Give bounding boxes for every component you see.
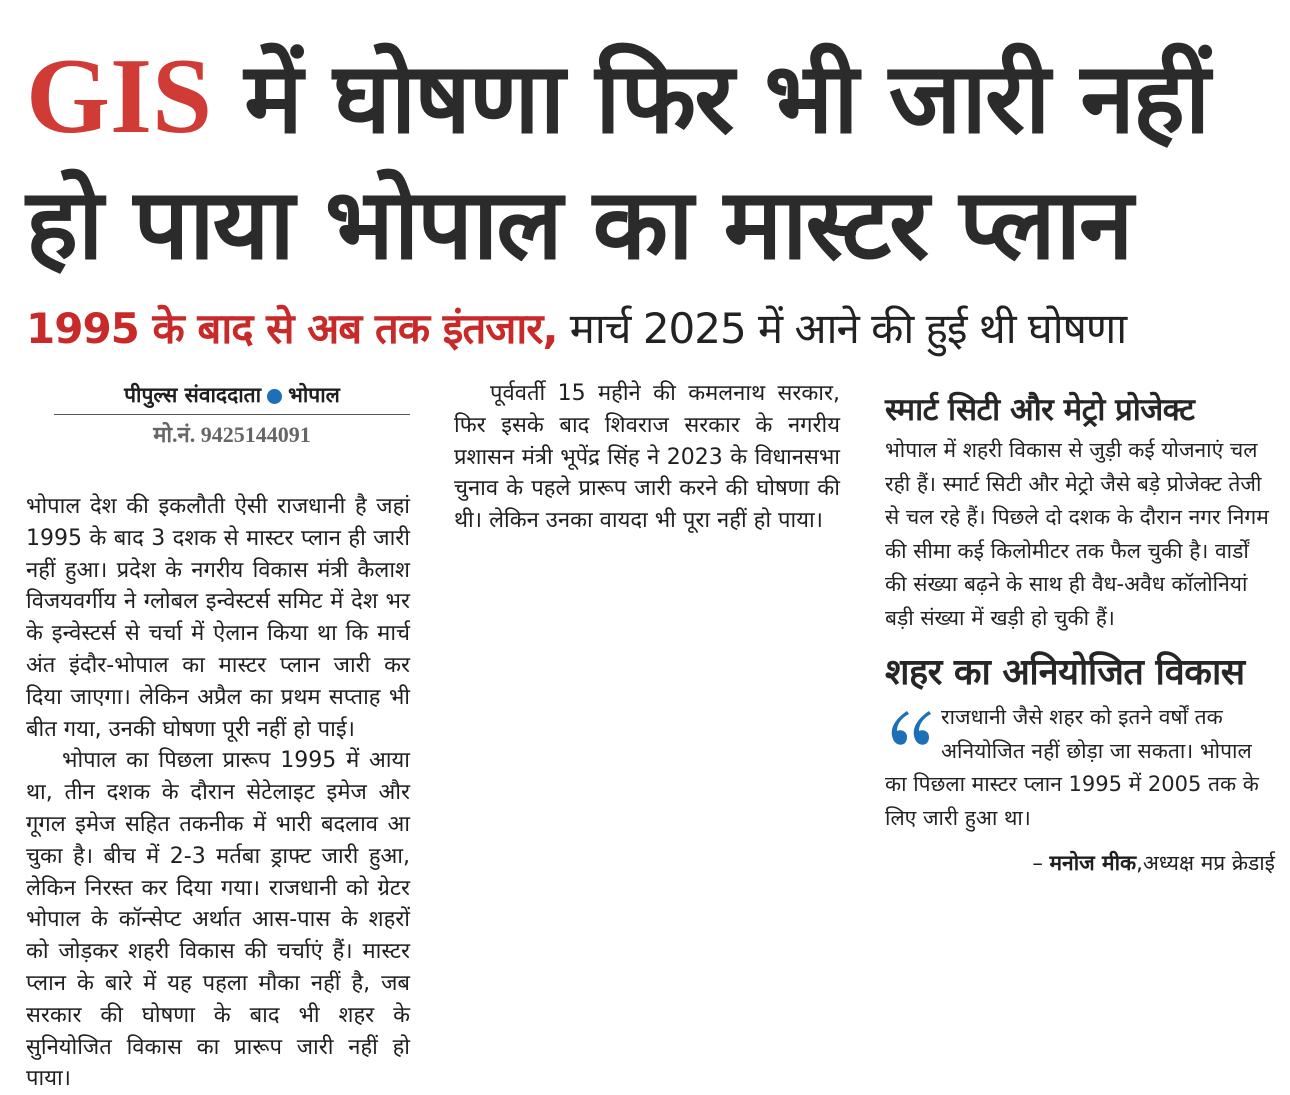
quote-block [885,701,1275,835]
headline-highlight: GIS [26,37,213,156]
article-column-1 [26,378,410,1095]
attribution-dash: – [1032,851,1050,875]
article-paragraph-3: पूर्ववर्ती 15 महीने की कमलनाथ सरकार, फिर इसके बाद शिवराज सरकार के नगरीय प्रशासन मंत्री भूपेंद्र सिंह ने 2023 के विधानसभा चुनाव के पहले प्रारूप जारी करने की घोषणा की थी। लेकिन उनका वायदा भी पूरा नहीं हो पाया। [454,381,840,534]
sidebar [885,378,1275,881]
sidebar-text-smart-city: भोपाल में शहरी विकास से जुड़ी कई योजनाएं चल रही हैं। स्मार्ट सिटी और मेट्रो जैसे बड़े प्रोजेक्ट तेजी से चल रहे हैं। पिछले दो दशक के दौरान नगर निगम की सीमा कई किलोमीटर तक फैल चुकी है। वार्डों की संख्या बढ़ने के साथ ही वैध-अवैध कॉलोनियां बड़ी संख्या में खड़ी हो चुकी हैं। [885,438,1269,630]
article-column-2 [454,378,840,537]
bullet-dot-icon [267,389,282,404]
quote-author: मनोज मीक [1049,851,1137,875]
quote-attribution [885,845,1275,881]
quote-mark-icon [885,705,933,761]
sidebar-heading-smart-city: स्मार्ट सिटी और मेट्रो प्रोजेक्ट [885,392,1195,428]
article-paragraph-2: भोपाल का पिछला प्रारूप 1995 में आया था, तीन दशक के दौरान सेटेलाइट इमेज और गूगल इमेज सहित तकनीक में भारी बदलाव आ चुका है। बीच में 2-3 मर्तबा ड्राफ्ट जारी हुआ, लेकिन निरस्त कर दिया गया। राजधानी को ग्रेटर भोपाल के कॉन्सेप्ट अर्थात आस-पास के शहरों को जोड़कर शहरी विकास की चर्चाएं हैं। मास्टर प्लान के बारे में यह पहला मौका नहीं है, जब सरकार की घोषणा के बाद भी शहर के सुनियोजित विकास का प्रारूप जारी नहीं हो पाया। [26,748,410,1092]
quote-text: राजधानी जैसे शहर को इतने वर्षों तक अनियोजित नहीं छोड़ा जा सकता। भोपाल का पिछला मास्टर प्लान 1995 में 2005 तक के लिए जारी हुआ था। [885,705,1259,830]
headline [26,34,1276,288]
quote-author-role: ,अध्यक्ष मप्र क्रेडाई [1136,851,1275,875]
sidebar-heading-unplanned: शहर का अनियोजित विकास [885,652,1245,693]
byline-city: भोपाल [288,383,340,407]
subheadline-highlight: 1995 के बाद से अब तक इंतजार, [26,304,558,353]
article-paragraph-1: भोपाल देश की इकलौती ऐसी राजधानी है जहां 1995 के बाद 3 दशक से मास्टर प्लान ही जारी नहीं हुआ। प्रदेश के नगरीय विकास मंत्री कैलाश विजयवर्गीय ने ग्लोबल इन्वेस्टर्स समिट में देश भर के इन्वेस्टर्स से चर्चा में ऐलान किया था कि मार्च अंत इंदौर-भोपाल का मास्टर प्लान जारी कर दिया जाएगा। लेकिन अप्रैल का प्रथम सप्ताह भी बीत गया, उनकी घोषणा पूरी नहीं हो पाई। [26,494,410,742]
subheadline [26,300,1276,358]
reporter-name: पीपुल्स संवाददाता [124,383,262,407]
reporter-mobile: मो.नं. 9425144091 [153,422,311,447]
byline [54,378,410,415]
headline-text: में घोषणा फिर भी जारी नहीं हो पाया भोपाल का मास्टर प्लान [26,42,1209,282]
subheadline-text: मार्च 2025 में आने की हुई थी घोषणा [557,304,1127,353]
